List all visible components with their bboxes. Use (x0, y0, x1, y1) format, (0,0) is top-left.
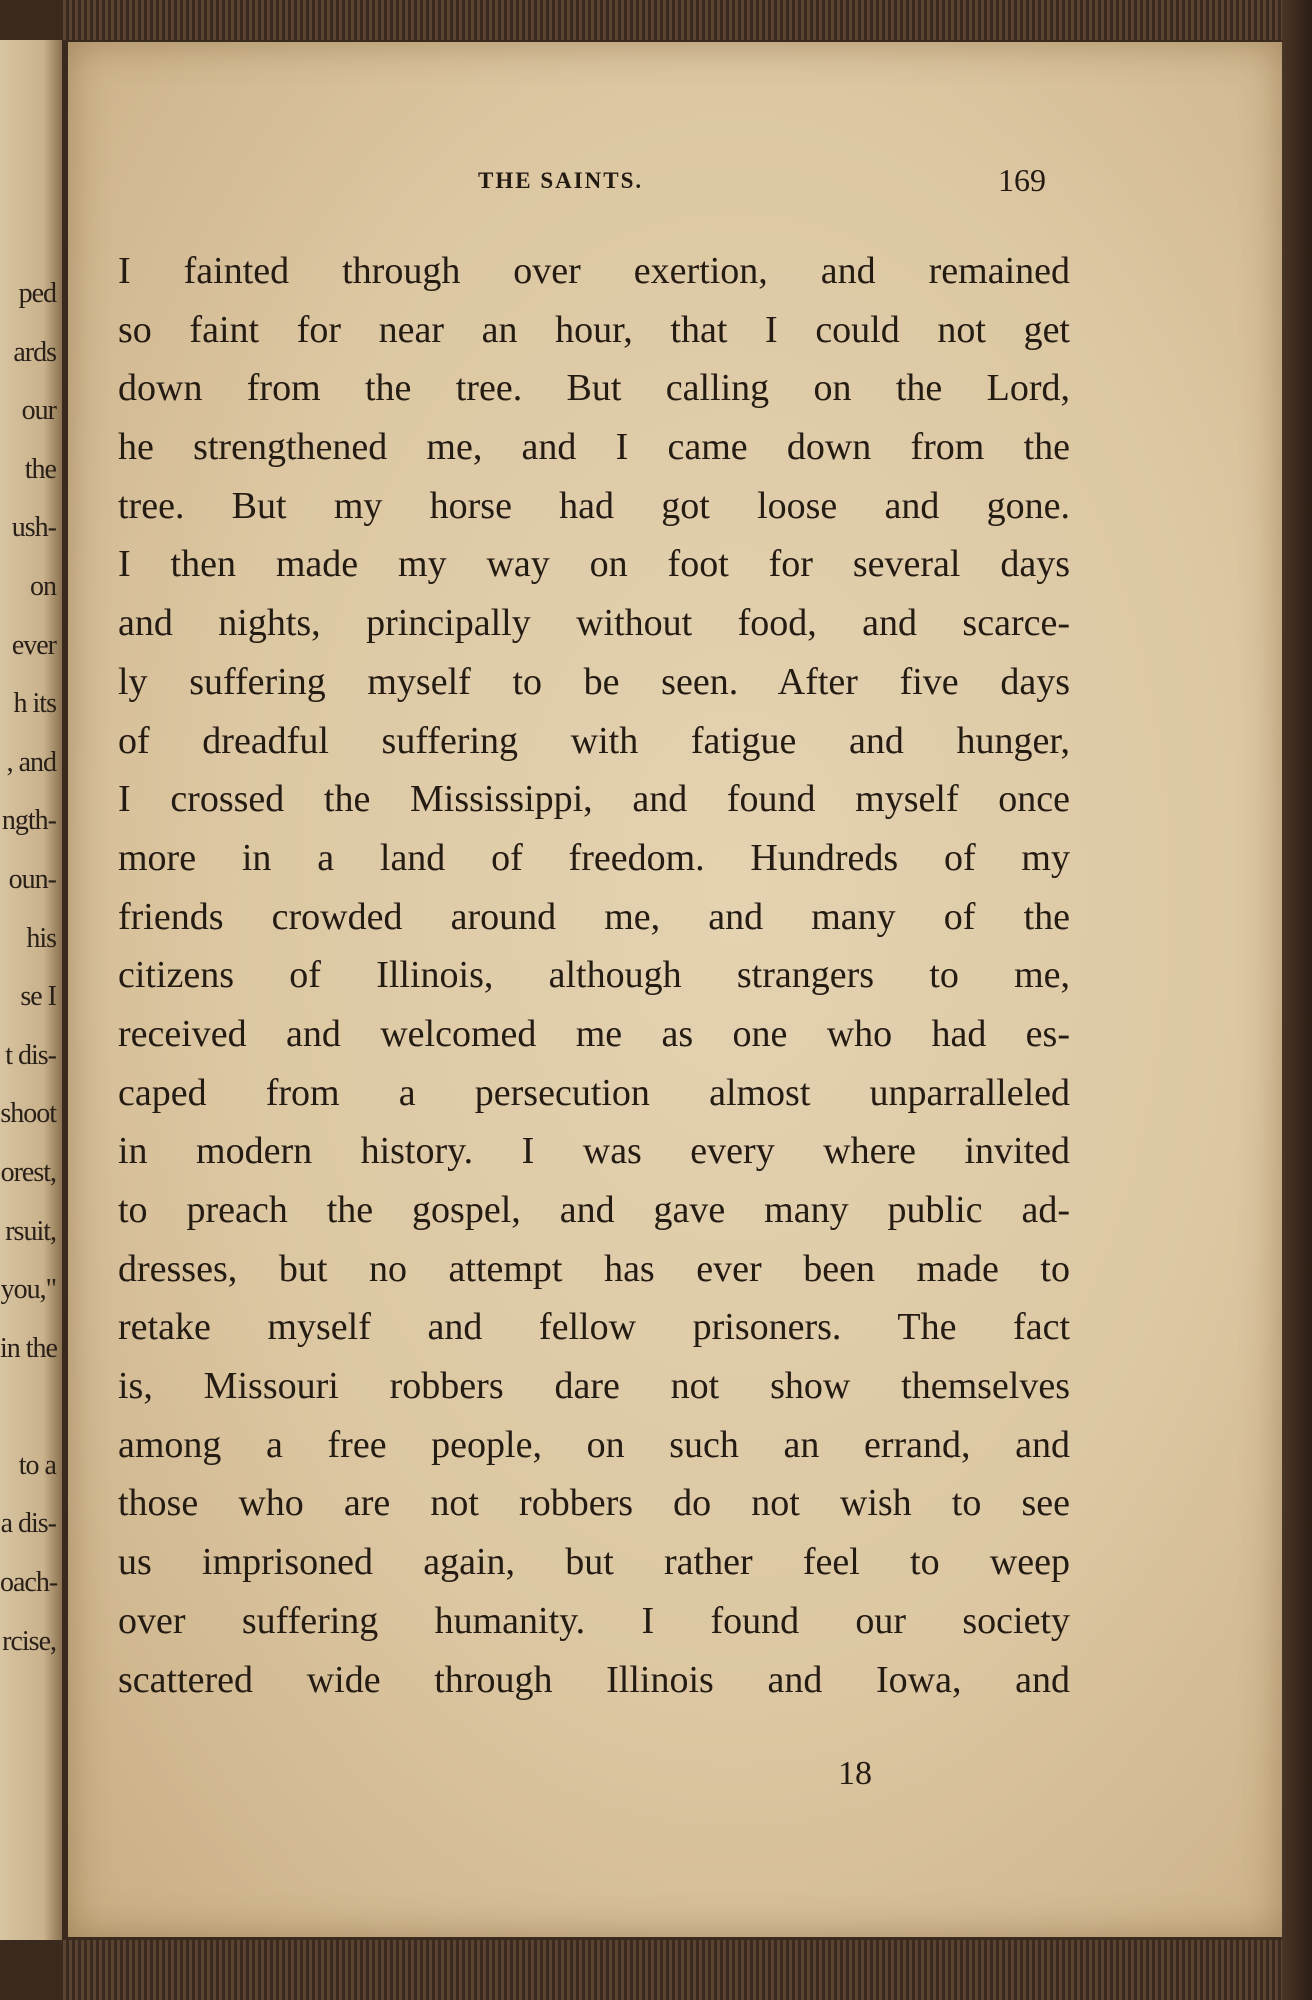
facing-page-fragment: his (26, 922, 56, 954)
text-line: down from the tree. But calling on the Lord, (118, 367, 1070, 410)
text-line: friends crowded around me, and many of the (118, 895, 1070, 938)
facing-page-edge (0, 40, 62, 1940)
text-line: scattered wide through Illinois and Iowa, and (118, 1658, 1070, 1701)
text-line: is, Missouri robbers dare not show themselves (118, 1365, 1070, 1408)
text-line: tree. But my horse had got loose and gone. (118, 484, 1070, 527)
text-line: over suffering humanity. I found our society (118, 1599, 1070, 1642)
facing-page-fragment: se I (20, 981, 56, 1013)
facing-page-fragment: oun- (8, 863, 56, 895)
facing-page-fragment: on (30, 570, 56, 602)
facing-page-fragment: you," (0, 1274, 56, 1306)
facing-page-fragment: to a (18, 1449, 56, 1481)
facing-page-fragment: ards (13, 336, 56, 368)
facing-page-fragment: rsuit, (5, 1215, 56, 1247)
text-line: to preach the gospel, and gave many public ad- (118, 1189, 1070, 1231)
book-binding-top (60, 0, 1312, 40)
text-line: dresses, but no attempt has ever been made to (118, 1247, 1070, 1290)
text-line: more in a land of freedom. Hundreds of my (118, 836, 1070, 879)
text-line: I then made my way on foot for several days (118, 543, 1070, 586)
facing-page-fragment: h its (13, 688, 56, 720)
body-text (118, 242, 1070, 1709)
facing-page-fragment: our (21, 395, 56, 427)
text-line: received and welcomed me as one who had es- (118, 1012, 1070, 1055)
text-line: caped from a persecution almost unparralleled (118, 1071, 1070, 1114)
running-head (68, 162, 1282, 218)
facing-page-fragment: rcise, (2, 1625, 56, 1657)
facing-page-fragment: shoot (0, 1098, 56, 1130)
facing-page-fragment: ngth- (1, 805, 56, 837)
running-head-title: THE SAINTS. (478, 168, 644, 193)
text-line: among a free people, on such an errand, and (118, 1423, 1070, 1466)
facing-page-fragment: ped (18, 278, 56, 309)
signature-mark: 18 (838, 1755, 872, 1792)
facing-page-fragment (0, 1378, 56, 1437)
text-line: I crossed the Mississippi, and found myself once (118, 778, 1070, 821)
text-line: in modern history. I was every where invited (118, 1130, 1070, 1173)
text-line: retake myself and fellow prisoners. The fact (118, 1306, 1070, 1349)
text-line: us imprisoned again, but rather feel to weep (118, 1541, 1070, 1584)
facing-page-fragment: orest, (0, 1156, 56, 1188)
text-line: he strengthened me, and I came down from the (118, 426, 1070, 469)
facing-page-fragment: the (24, 453, 56, 485)
book-page (68, 42, 1282, 1937)
text-line: so faint for near an hour, that I could not get (118, 308, 1070, 351)
facing-page-fragment: ever (11, 629, 56, 661)
facing-page-fragment: oach- (0, 1567, 58, 1599)
text-line: citizens of Illinois, although strangers to me, (118, 954, 1070, 997)
text-line: those who are not robbers do not wish to see (118, 1482, 1070, 1525)
facing-page-fragment: t dis- (5, 1039, 56, 1071)
text-line: ly suffering myself to be seen. After five days (118, 660, 1070, 703)
page-number: 169 (998, 162, 1046, 198)
facing-page-fragment: a dis- (0, 1508, 56, 1540)
text-line: of dreadful suffering with fatigue and hunger, (118, 719, 1070, 762)
facing-page-fragment: , and (6, 746, 56, 778)
text-line: I fainted through over exertion, and remained (118, 250, 1070, 292)
text-line: and nights, principally without food, and scarce- (118, 602, 1070, 645)
facing-page-fragment: in the (0, 1332, 57, 1364)
book-binding-right (1282, 0, 1312, 2000)
facing-page-fragments (0, 265, 56, 1671)
facing-page-fragment: ush- (11, 512, 56, 544)
book-binding-bottom (60, 1940, 1312, 2000)
